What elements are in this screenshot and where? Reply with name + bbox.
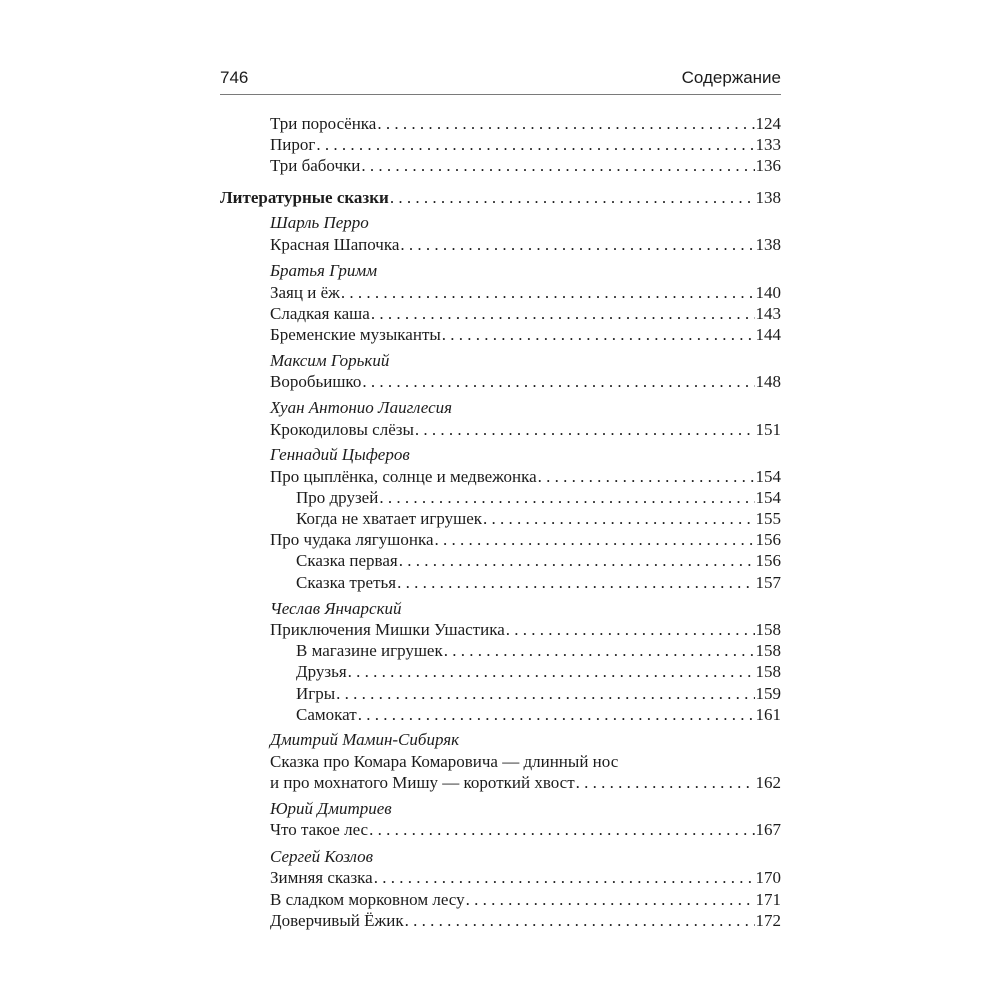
entry-title: В сладком морковном лесу [270, 890, 465, 909]
entry-page: 161 [755, 705, 781, 724]
dot-leader [435, 529, 755, 551]
toc-subentry [296, 704, 781, 726]
entry-page: 171 [755, 890, 781, 909]
entry-page: 143 [755, 304, 781, 323]
entry-page: 136 [755, 156, 781, 175]
toc-entry [270, 134, 781, 156]
dot-leader [379, 487, 754, 509]
dot-leader [397, 572, 754, 594]
entry-page: 124 [755, 114, 781, 133]
entry-page: 172 [755, 911, 781, 930]
dot-leader [576, 772, 755, 794]
entry-page: 138 [755, 235, 781, 254]
entry-title: Доверчивый Ёжик [270, 911, 404, 930]
section-page: 138 [755, 188, 781, 207]
entry-title: Сладкая каша [270, 304, 370, 323]
entry-title: Сказка первая [296, 551, 398, 570]
dot-leader [390, 187, 755, 209]
dot-leader [483, 508, 754, 530]
toc-entry [270, 819, 781, 841]
toc-entry [270, 889, 781, 911]
entry-title: Друзья [296, 662, 347, 681]
dot-leader [405, 910, 755, 932]
entry-title: и про мохнатого Мишу — короткий хвост [270, 773, 575, 792]
author-name: Чеслав Янчарский [270, 599, 402, 618]
entry-page: 157 [755, 573, 781, 592]
entry-page: 170 [755, 868, 781, 887]
toc-entry [270, 772, 781, 794]
running-title: Содержание [681, 68, 781, 87]
dot-leader [506, 619, 755, 641]
entry-page: 158 [755, 662, 781, 681]
entry-title: Приключения Мишки Ушастика [270, 620, 505, 639]
entry-page: 162 [755, 773, 781, 792]
author-name: Дмитрий Мамин-Сибиряк [270, 730, 460, 749]
entry-title: Крокодиловы слёзы [270, 420, 414, 439]
dot-leader [371, 303, 755, 325]
toc-entry [270, 155, 781, 177]
toc-subentry [296, 640, 781, 662]
toc-entry [270, 282, 781, 304]
toc-entry [270, 303, 781, 325]
entry-page: 158 [755, 620, 781, 639]
dot-leader [336, 683, 754, 705]
entry-page: 154 [755, 467, 781, 486]
entry-page: 133 [755, 135, 781, 154]
entry-page: 156 [755, 551, 781, 570]
entry-title: Бременские музыканты [270, 325, 441, 344]
entry-page: 167 [755, 820, 781, 839]
dot-leader [374, 867, 755, 889]
toc-subentry [296, 661, 781, 683]
dot-leader [348, 661, 755, 683]
entry-title: Три поросёнка [270, 114, 377, 133]
author-name: Геннадий Цыферов [270, 445, 410, 464]
entry-title: Про друзей [296, 488, 379, 507]
entry-page: 151 [755, 420, 781, 439]
toc-entry [270, 371, 781, 393]
author-name: Максим Горький [270, 351, 390, 370]
toc-entry [270, 466, 781, 488]
entry-page: 148 [755, 372, 781, 391]
entry-title: Что такое лес [270, 820, 369, 839]
entry-title: Заяц и ёж [270, 283, 340, 302]
toc-subentry [296, 550, 781, 572]
entry-page: 144 [755, 325, 781, 344]
entry-title: Воробьишко [270, 372, 362, 391]
dot-leader [341, 282, 755, 304]
dot-leader [362, 371, 754, 393]
entry-title: Красная Шапочка [270, 235, 400, 254]
toc-entry [270, 529, 781, 551]
entry-title: Зимняя сказка [270, 868, 373, 887]
entry-title: Сказка третья [296, 573, 397, 592]
page-number: 746 [220, 68, 249, 87]
dot-leader [466, 889, 755, 911]
toc-section [220, 187, 781, 209]
entry-page: 156 [755, 530, 781, 549]
dot-leader [538, 466, 755, 488]
entry-title: Про чудака лягушонка [270, 530, 434, 549]
entry-title: Пирог [270, 135, 316, 154]
section-title: Литературные сказки [220, 188, 389, 207]
toc-entry [270, 234, 781, 256]
toc-entry [270, 324, 781, 346]
dot-leader [444, 640, 755, 662]
author-name: Братья Гримм [270, 261, 378, 280]
toc-entry [270, 867, 781, 889]
toc-subentry [296, 487, 781, 509]
dot-leader [415, 419, 755, 441]
toc-entry [270, 619, 781, 641]
entry-page: 155 [755, 509, 781, 528]
entry-title-line: Сказка про Комара Комаровича — длинный нос [270, 752, 619, 771]
toc-entry [270, 910, 781, 932]
author-name: Хуан Антонио Лаиглесия [270, 398, 453, 417]
toc-subentry [296, 508, 781, 530]
toc-subentry [296, 683, 781, 705]
entry-page: 159 [755, 684, 781, 703]
dot-leader [400, 234, 754, 256]
entry-title: Про цыплёнка, солнце и медвежонка [270, 467, 537, 486]
dot-leader [442, 324, 755, 346]
dot-leader [361, 155, 754, 177]
entry-title: Игры [296, 684, 336, 703]
entry-title: В магазине игрушек [296, 641, 443, 660]
dot-leader [358, 704, 755, 726]
dot-leader [377, 113, 754, 135]
toc-entry [270, 419, 781, 441]
dot-leader [316, 134, 754, 156]
author-name: Сергей Козлов [270, 847, 374, 866]
toc-entry [270, 113, 781, 135]
entry-title: Три бабочки [270, 156, 361, 175]
entry-page: 158 [755, 641, 781, 660]
author-name: Юрий Дмитриев [270, 799, 392, 818]
author-name: Шарль Перро [270, 213, 369, 232]
entry-title: Самокат [296, 705, 357, 724]
entry-page: 154 [755, 488, 781, 507]
entry-title: Когда не хватает игрушек [296, 509, 483, 528]
entry-page: 140 [755, 283, 781, 302]
dot-leader [369, 819, 754, 841]
toc-subentry [296, 572, 781, 594]
dot-leader [399, 550, 755, 572]
